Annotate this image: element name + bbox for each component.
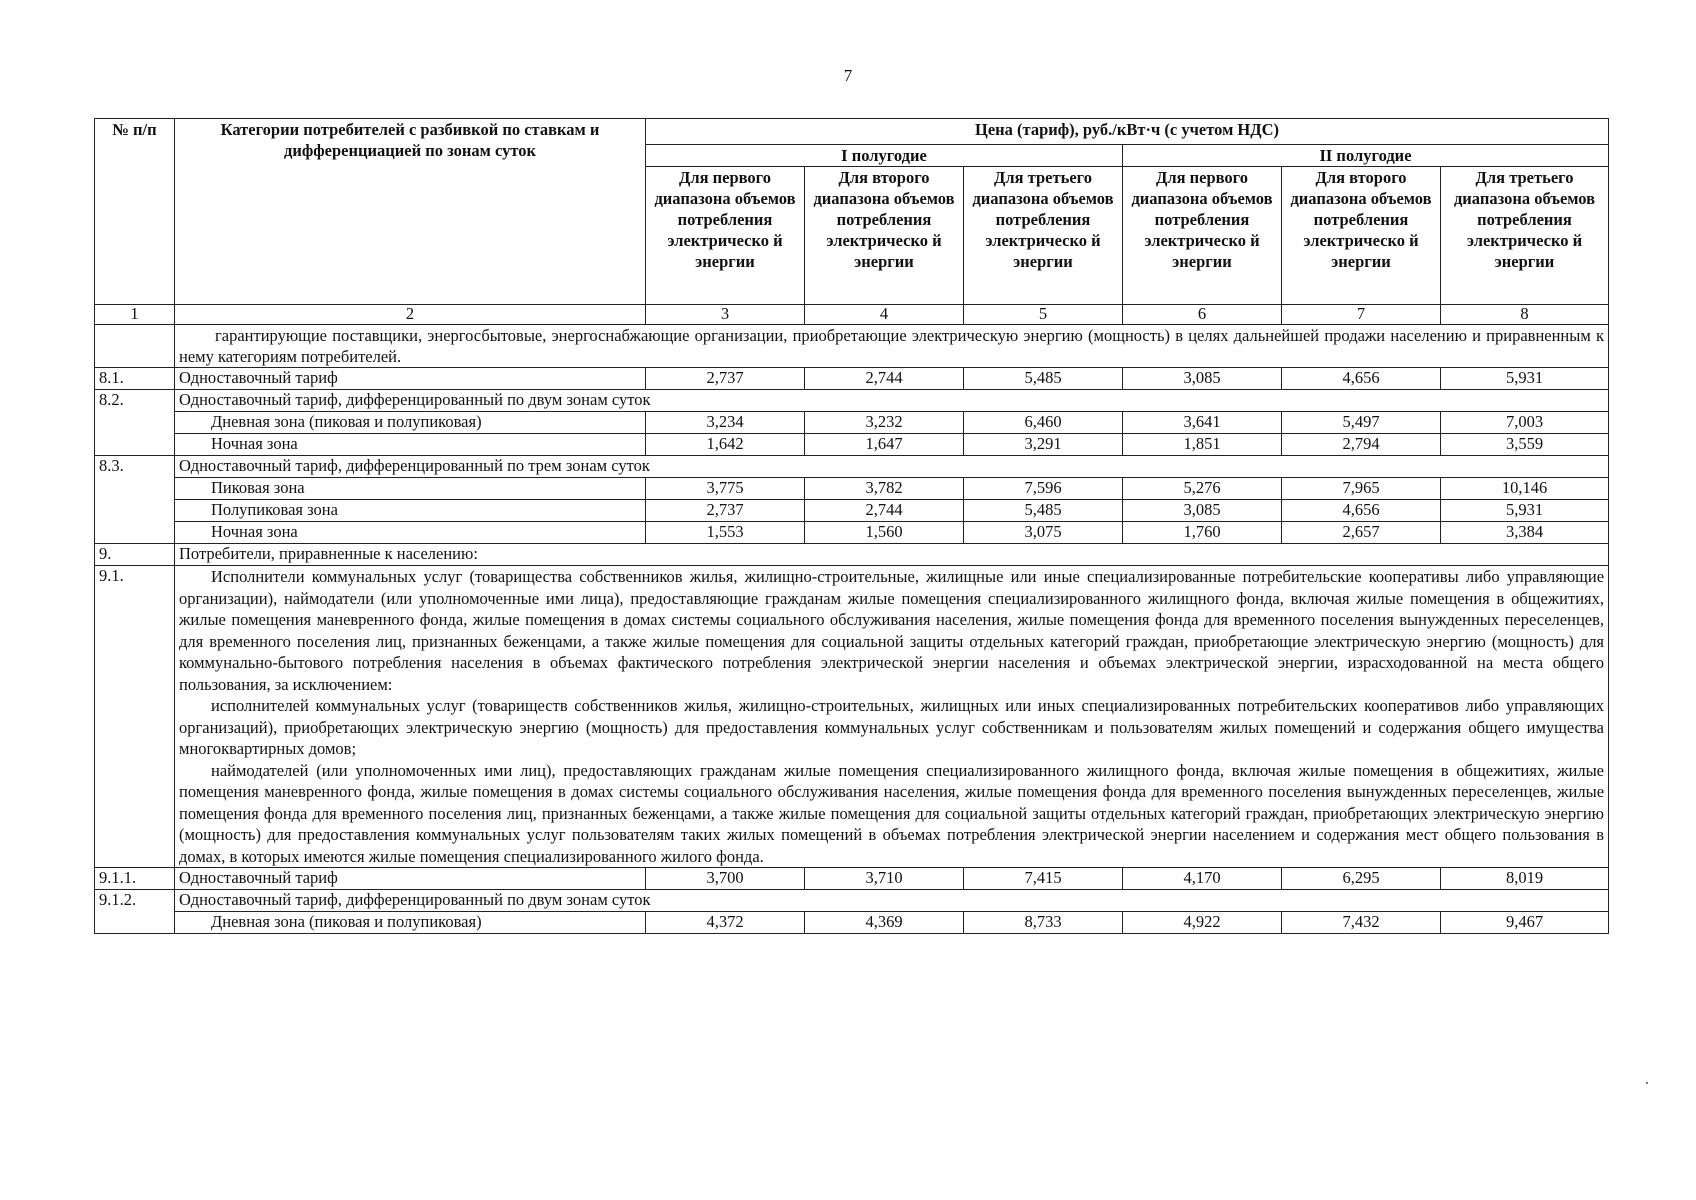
column-index: 4	[805, 305, 964, 325]
tariff-value: 5,485	[964, 500, 1123, 522]
tariff-value: 7,003	[1441, 412, 1609, 434]
tariff-value: 3,641	[1123, 412, 1282, 434]
row-category: Полупиковая зона	[175, 500, 646, 522]
tariff-value: 2,744	[805, 368, 964, 390]
header-range: Для второго диапазона объемов потребления электрическо й энергии	[805, 167, 964, 305]
column-index: 6	[1123, 305, 1282, 325]
paragraph: Исполнители коммунальных услуг (товарищества собственников жилья, жилищно-строительные, жилищные или иные специализированные потребительские кооперативы либо управляющие организации), наймодатели (или уполномоченные ими лица), предоставляющие гражданам жилые помещения специализированного жилищного фонда, включая жилые помещения в общежитиях, жилые помещения маневренного фонда, жилые помещения в домах системы социального обслуживания населения, жилые помещения фонда для временного поселения вынужденных переселенцев, для временного поселения лиц, признанных беженцами, а также жилые помещения для социальной защиты отдельных категорий граждан, приобретающие электрическую энергию (мощность) для коммунально-бытового потребления населения в объемах фактического потребления электрической энергии населения и объемах электрической энергии, израсходованной на места общего пользования, за исключением:	[179, 567, 1605, 694]
table-row	[95, 912, 1609, 934]
column-index: 5	[964, 305, 1123, 325]
row-category: Ночная зона	[175, 522, 646, 544]
row-number: 8.2.	[95, 390, 175, 412]
row-category: Дневная зона (пиковая и полупиковая)	[175, 912, 646, 934]
row-number	[95, 912, 175, 934]
table-row	[95, 412, 1609, 434]
tariff-value: 4,922	[1123, 912, 1282, 934]
table-row	[95, 544, 1609, 566]
tariff-value: 10,146	[1441, 478, 1609, 500]
row-9-1-description	[175, 566, 1609, 868]
tariff-value: 5,931	[1441, 500, 1609, 522]
header-range: Для второго диапазона объемов потребления электрическо й энергии	[1282, 167, 1441, 305]
column-index: 1	[95, 305, 175, 325]
header-range: Для первого диапазона объемов потребления электрическо й энергии	[646, 167, 805, 305]
row-number	[95, 325, 175, 368]
tariff-value: 5,276	[1123, 478, 1282, 500]
table-row	[95, 390, 1609, 412]
row-category: Одноставочный тариф, дифференцированный по двум зонам суток	[175, 890, 1609, 912]
tariff-value: 5,497	[1282, 412, 1441, 434]
tariff-value: 4,656	[1282, 500, 1441, 522]
header-range: Для третьего диапазона объемов потребления электрическо й энергии	[964, 167, 1123, 305]
tariff-value: 4,656	[1282, 368, 1441, 390]
tariff-value: 3,559	[1441, 434, 1609, 456]
header-price: Цена (тариф), руб./кВт·ч (с учетом НДС)	[646, 119, 1609, 145]
row-number: 9.1.1.	[95, 868, 175, 890]
row-number	[95, 500, 175, 522]
table-row	[95, 434, 1609, 456]
table-row	[95, 500, 1609, 522]
tariff-value: 1,553	[646, 522, 805, 544]
tariff-value: 3,291	[964, 434, 1123, 456]
tariff-value: 2,737	[646, 500, 805, 522]
tariff-value: 7,432	[1282, 912, 1441, 934]
paragraph: наймодателей (или уполномоченных ими лиц), предоставляющих гражданам жилые помещения специализированного жилищного фонда, включая жилые помещения в общежитиях, жилые помещения маневренного фонда, жилые помещения в домах системы социального обслуживания населения, жилые помещения фонда для временного поселения вынужденных переселенцев, жилые помещения фонда для временного поселения лиц, признанных беженцами, а также жилые помещения для социальной защиты отдельных категорий граждан, приобретающих электрическую энергию (мощность) для предоставления коммунальных услуг пользователям таких жилых помещений в объемах потребления электрической энергии населением и содержания мест общего пользования в домах, в которых имеются жилые помещения специализированного жилого фонда.	[179, 760, 1605, 866]
tariff-value: 2,737	[646, 368, 805, 390]
tariff-value: 4,170	[1123, 868, 1282, 890]
header-half-1: I полугодие	[646, 145, 1123, 167]
row-number: 9.1.	[95, 566, 175, 868]
tariff-value: 4,369	[805, 912, 964, 934]
tariff-value: 8,019	[1441, 868, 1609, 890]
table-row	[95, 368, 1609, 390]
row-category: Одноставочный тариф, дифференцированный по трем зонам суток	[175, 456, 1609, 478]
tariff-value: 3,700	[646, 868, 805, 890]
tariff-value: 9,467	[1441, 912, 1609, 934]
tariff-value: 2,744	[805, 500, 964, 522]
row-number	[95, 478, 175, 500]
tariff-value: 3,075	[964, 522, 1123, 544]
tariff-value: 7,596	[964, 478, 1123, 500]
table-row	[95, 456, 1609, 478]
row-number: 9.1.2.	[95, 890, 175, 912]
row-number	[95, 434, 175, 456]
tariff-value: 3,775	[646, 478, 805, 500]
column-index: 8	[1441, 305, 1609, 325]
tariff-value: 1,760	[1123, 522, 1282, 544]
header-range: Для третьего диапазона объемов потребления электрическо й энергии	[1441, 167, 1609, 305]
tariff-value: 3,710	[805, 868, 964, 890]
table-row	[95, 890, 1609, 912]
row-number	[95, 412, 175, 434]
row-number	[95, 522, 175, 544]
row-category: Пиковая зона	[175, 478, 646, 500]
header-num: № п/п	[95, 119, 175, 305]
tariff-value: 3,085	[1123, 500, 1282, 522]
tariff-value: 1,647	[805, 434, 964, 456]
tariff-table	[94, 118, 1609, 934]
paragraph: исполнителей коммунальных услуг (товариществ собственников жилья, жилищно-строительных, жилищных или иных специализированных потребительских кооперативов либо управляющих организаций), приобретающих электрическую энергию (мощность) для предоставления коммунальных услуг собственникам и пользователям жилых помещений и содержания общего имущества многоквартирных домов;	[179, 696, 1605, 758]
tariff-value: 5,485	[964, 368, 1123, 390]
row-category: Одноставочный тариф, дифференцированный по двум зонам суток	[175, 390, 1609, 412]
tariff-value: 6,295	[1282, 868, 1441, 890]
row-number: 9.	[95, 544, 175, 566]
tariff-value: 3,085	[1123, 368, 1282, 390]
tariff-value: 1,851	[1123, 434, 1282, 456]
tariff-value: 5,931	[1441, 368, 1609, 390]
tariff-value: 1,642	[646, 434, 805, 456]
row-number: 8.1.	[95, 368, 175, 390]
table-row	[95, 522, 1609, 544]
row-number: 8.3.	[95, 456, 175, 478]
row-category: Дневная зона (пиковая и полупиковая)	[175, 412, 646, 434]
header-half-2: II полугодие	[1123, 145, 1609, 167]
page-number: 7	[843, 66, 853, 85]
row-category: Одноставочный тариф	[175, 368, 646, 390]
column-index: 7	[1282, 305, 1441, 325]
tariff-value: 3,782	[805, 478, 964, 500]
tariff-value: 3,232	[805, 412, 964, 434]
tariff-value: 2,794	[1282, 434, 1441, 456]
column-index: 2	[175, 305, 646, 325]
header-range: Для первого диапазона объемов потребления электрическо й энергии	[1123, 167, 1282, 305]
tariff-value: 1,560	[805, 522, 964, 544]
table-row	[95, 478, 1609, 500]
intro-text: гарантирующие поставщики, энергосбытовые, энергоснабжающие организации, приобретающие электрическую энергию (мощность) в целях дальнейшей продажи населению и приравненным к нему категориям потребителей.	[175, 325, 1609, 368]
tariff-value: 3,234	[646, 412, 805, 434]
row-category: Одноставочный тариф	[175, 868, 646, 890]
header-category: Категории потребителей с разбивкой по ставкам и дифференциацией по зонам суток	[175, 119, 646, 305]
tariff-value: 7,965	[1282, 478, 1441, 500]
row-category: Ночная зона	[175, 434, 646, 456]
tariff-value: 2,657	[1282, 522, 1441, 544]
tariff-value: 4,372	[646, 912, 805, 934]
tariff-value: 3,384	[1441, 522, 1609, 544]
table-row	[95, 868, 1609, 890]
tariff-value: 8,733	[964, 912, 1123, 934]
row-category: Потребители, приравненные к населению:	[175, 544, 1609, 566]
tariff-value: 7,415	[964, 868, 1123, 890]
scan-speck	[1646, 1082, 1648, 1084]
tariff-value: 6,460	[964, 412, 1123, 434]
column-index: 3	[646, 305, 805, 325]
